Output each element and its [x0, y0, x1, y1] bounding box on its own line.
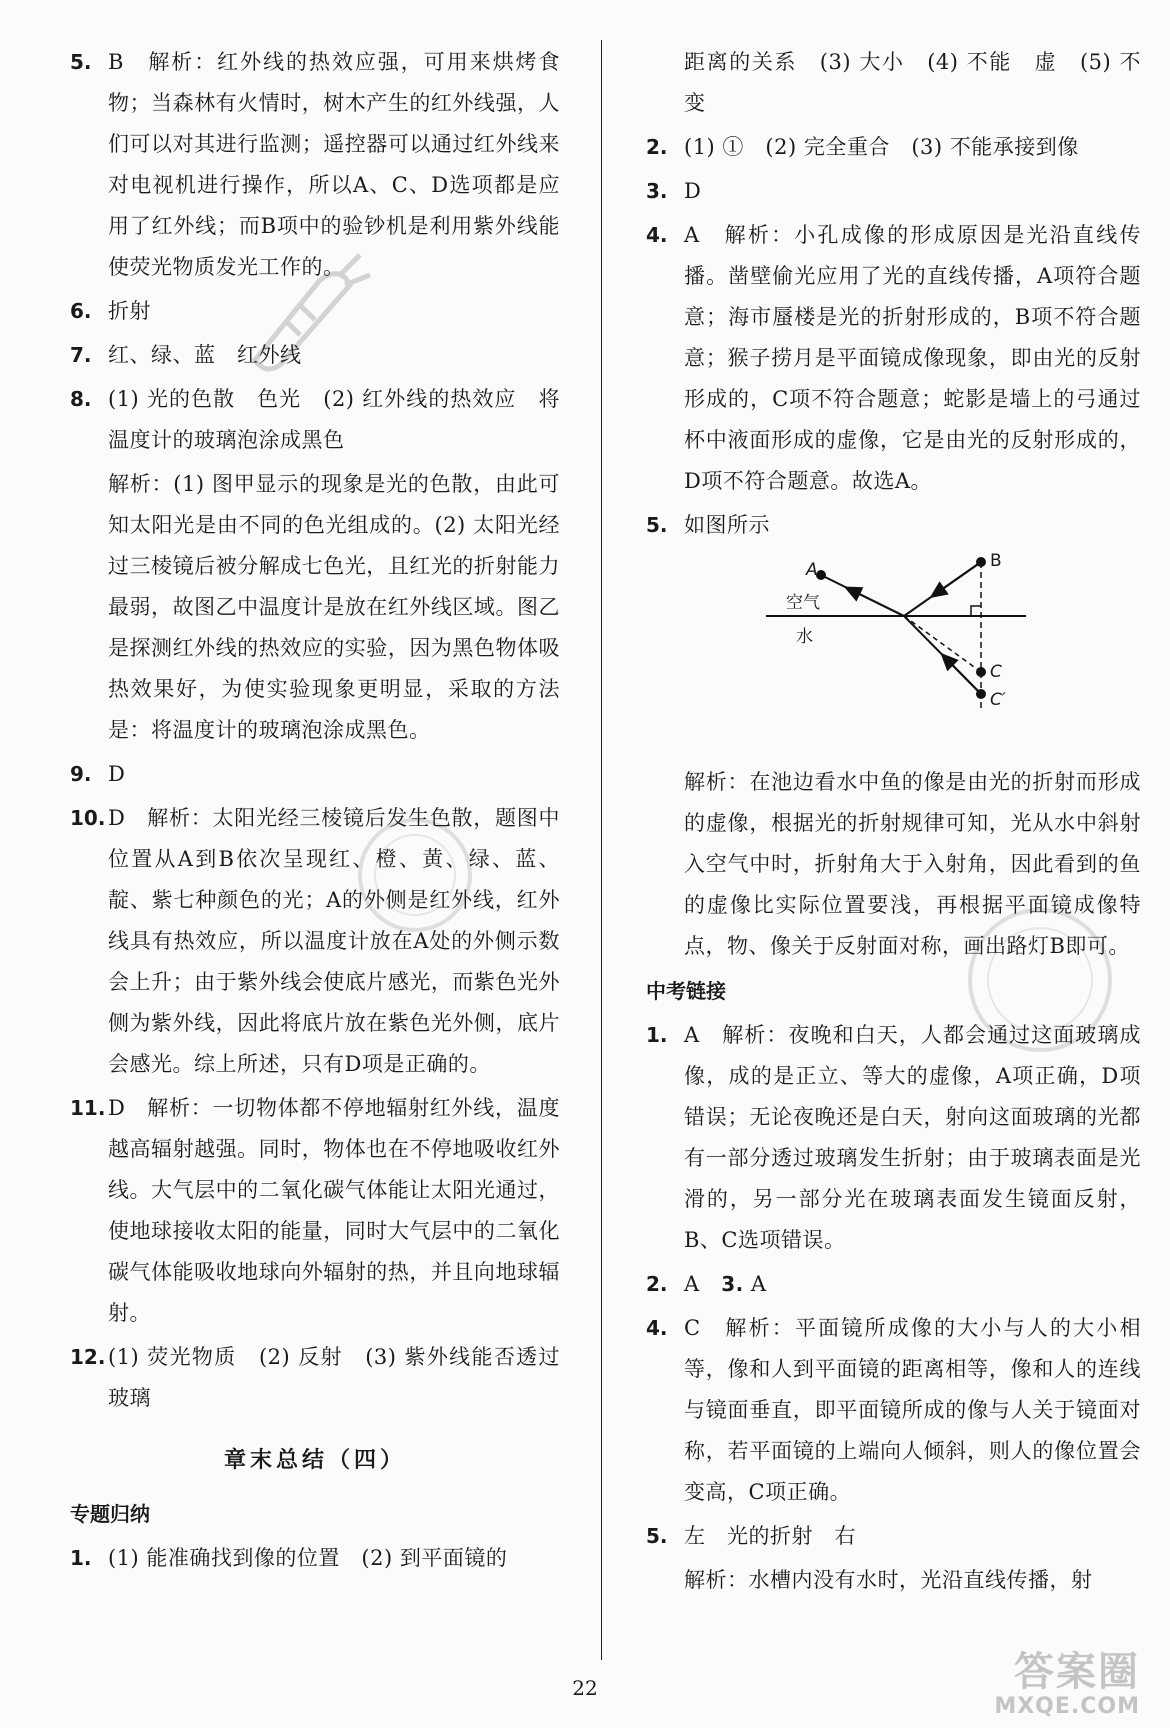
item-number: 10. — [70, 806, 106, 830]
subheading-exam-link: 中考链接 — [646, 979, 726, 1003]
label-water: 水 — [796, 627, 813, 647]
item-number: 5. — [646, 1524, 668, 1548]
left-column — [70, 42, 560, 1582]
item-text-3: A — [750, 1272, 767, 1296]
point-b — [976, 557, 986, 567]
item-number: 5. — [646, 513, 668, 537]
summary-item-2 — [646, 127, 1141, 168]
item-number: 2. — [646, 135, 668, 159]
site-watermark — [994, 1649, 1140, 1719]
item-text: A — [684, 1272, 700, 1296]
item-number: 7. — [70, 343, 92, 367]
point-c — [976, 667, 986, 677]
exam-item-5 — [646, 1516, 1141, 1557]
item-text: (1) 能准确找到像的位置 (2) 到平面镜的 — [108, 1546, 508, 1570]
item-number: 12. — [70, 1345, 106, 1369]
item-number: 3. — [646, 179, 668, 203]
dashed-line-to-c — [904, 616, 981, 672]
item-text: A 解析：小孔成像的形成原因是光沿直线传播。凿壁偷光应用了光的直线传播，A项符合题意；海市蜃楼是光的折射形成的，B项不符合题意；猴子捞月是平面镜成像现象，即由光的反射形成的，C项不符合题意；蛇影是墙上的弓通过杯中液面形成的虚像，它是由光的反射形成的，D项不符合题意。故选A。 — [684, 223, 1141, 493]
item-text: D 解析：一切物体都不停地辐射红外线，温度越高辐射越强。同时，物体也在不停地吸收红外线。大气层中的二氧化碳气体能让太阳光通过，使地球接收太阳的能量，同时大气层中的二氧化碳气体能吸收地球向外辐射的热，并且向地球辐射。 — [108, 1096, 560, 1325]
answer-item-11 — [70, 1088, 560, 1334]
ray-b-arrow — [936, 562, 981, 594]
answer-item-10 — [70, 798, 560, 1085]
exam-item-1 — [646, 1015, 1141, 1261]
item-number: 8. — [70, 387, 92, 411]
item-text: D — [684, 179, 702, 203]
answer-item-7 — [70, 335, 560, 376]
item-text: 红、绿、蓝 红外线 — [108, 343, 302, 367]
section-title: 章末总结（四） — [223, 1448, 406, 1473]
item-text: (1) 光的色散 色光 (2) 红外线的热效应 将温度计的玻璃泡涂成黑色 — [108, 387, 560, 452]
watermark-url: MXQE.COM — [994, 1694, 1140, 1719]
item-text: 折射 — [108, 299, 151, 323]
exam-item-4 — [646, 1308, 1141, 1513]
item-text: 左 光的折射 右 — [684, 1524, 856, 1548]
item-text: (1) ① (2) 完全重合 (3) 不能承接到像 — [684, 135, 1079, 159]
answer-item-9 — [70, 754, 560, 795]
ray-a-arrow — [851, 590, 904, 616]
answer-item-5 — [70, 42, 560, 288]
item-number: 5. — [70, 50, 92, 74]
item-text: B 解析：红外线的热效应强，可用来烘烤食物；当森林有火情时，树木产生的红外线强，人们可以对其进行监测；遥控器可以通过红外线来对电视机进行操作，所以A、C、D选项都是应用了红外线；而B项中的验钞机是利用紫外线能使荧光物质发光工作的。 — [108, 50, 560, 279]
ray-c-prime-arrow — [946, 659, 981, 695]
item-text: C 解析：平面镜所成像的大小与人的大小相等，像和人到平面镜的距离相等，像和人的连线与镜面垂直，即平面镜所成的像与人关于镜面对称，若平面镜的上端向人倾斜，则人的像位置会变高，C项正确。 — [684, 1316, 1141, 1504]
item-number: 4. — [646, 223, 668, 247]
summary-item-5-explanation: 解析：在池边看水中鱼的像是由光的折射而形成的虚像，根据光的折射规律可知，光从水中斜射入空气中时，折射角大于入射角，因此看到的鱼的虚像比实际位置要浅，再根据平面镜成像特点，物、像关于反射面对称，画出路灯B即可。 — [684, 770, 1141, 958]
item-number: 1. — [646, 1023, 668, 1047]
summary-item-4 — [646, 215, 1141, 502]
page-number: 22 — [572, 1676, 598, 1700]
label-a: A — [806, 560, 818, 580]
column-divider — [601, 40, 602, 1660]
item-number: 9. — [70, 762, 92, 786]
answer-item-6 — [70, 291, 560, 332]
item-text: D 解析：太阳光经三棱镜后发生色散，题图中位置从A到B依次呈现红、橙、黄、绿、蓝、靛、紫七种颜色的光；A的外侧是红外线，红外线具有热效应，所以温度计放在A处的外侧示数会上升；由于紫外线会使底片感光，而紫色光外侧为紫外线，因此将底片放在紫色光外侧，底片会感光。综上所述，只有D项是正确的。 — [108, 806, 560, 1076]
summary-item-1 — [70, 1538, 560, 1579]
label-b: B — [990, 551, 1002, 571]
point-c-prime — [976, 689, 986, 699]
summary-item-1-continued: 距离的关系 (3) 大小 (4) 不能 虚 (5) 不变 — [684, 50, 1141, 115]
item-text: A 解析：夜晚和白天，人都会通过这面玻璃成像，成的是正立、等大的虚像，A项正确，D项错误；无论夜晚还是白天，射向这面玻璃的光都有一部分透过玻璃发生折射；由于玻璃表面是光滑的，另一部分光在玻璃表面发生镜面反射，B、C选项错误。 — [684, 1023, 1141, 1252]
answer-item-8 — [70, 379, 560, 461]
refraction-diagram — [646, 552, 1141, 752]
summary-item-3 — [646, 171, 1141, 212]
item-number-3: 3. — [721, 1272, 744, 1296]
item-text: D — [108, 762, 126, 786]
right-column — [646, 42, 1141, 1604]
item-number: 2. — [646, 1272, 668, 1296]
watermark-logo: 答案圈 — [1014, 1649, 1140, 1695]
answer-item-12 — [70, 1337, 560, 1419]
item-number: 1. — [70, 1546, 92, 1570]
item-text: (1) 荧光物质 (2) 反射 (3) 紫外线能否透过玻璃 — [108, 1345, 560, 1410]
label-c-prime: C′ — [990, 690, 1006, 710]
label-air: 空气 — [786, 593, 820, 613]
item-text: 如图所示 — [684, 513, 770, 537]
item-number: 11. — [70, 1096, 106, 1120]
label-c: C — [990, 662, 1002, 682]
item-number: 6. — [70, 299, 92, 323]
refraction-diagram-svg — [646, 552, 1141, 752]
exam-item-5-explanation: 解析：水槽内没有水时，光沿直线传播，射 — [684, 1568, 1093, 1592]
exam-items-2-3 — [646, 1264, 1141, 1305]
item-number: 4. — [646, 1316, 668, 1340]
subheading-topic-summary: 专题归纳 — [70, 1502, 150, 1526]
summary-item-5 — [646, 505, 1141, 546]
right-angle-mark — [971, 606, 981, 616]
item-8-explanation: 解析：(1) 图甲显示的现象是光的色散，由此可知太阳光是由不同的色光组成的。(2) 太阳光经过三棱镜后被分解成七色光，且红光的折射能力最弱，故图乙中温度计是放在红外线区域。图乙是探测红外线的热效应的实验，因为黑色物体吸热效果好，为使实验现象更明显，采取的方法是：将温度计的玻璃泡涂成黑色。 — [108, 472, 560, 742]
